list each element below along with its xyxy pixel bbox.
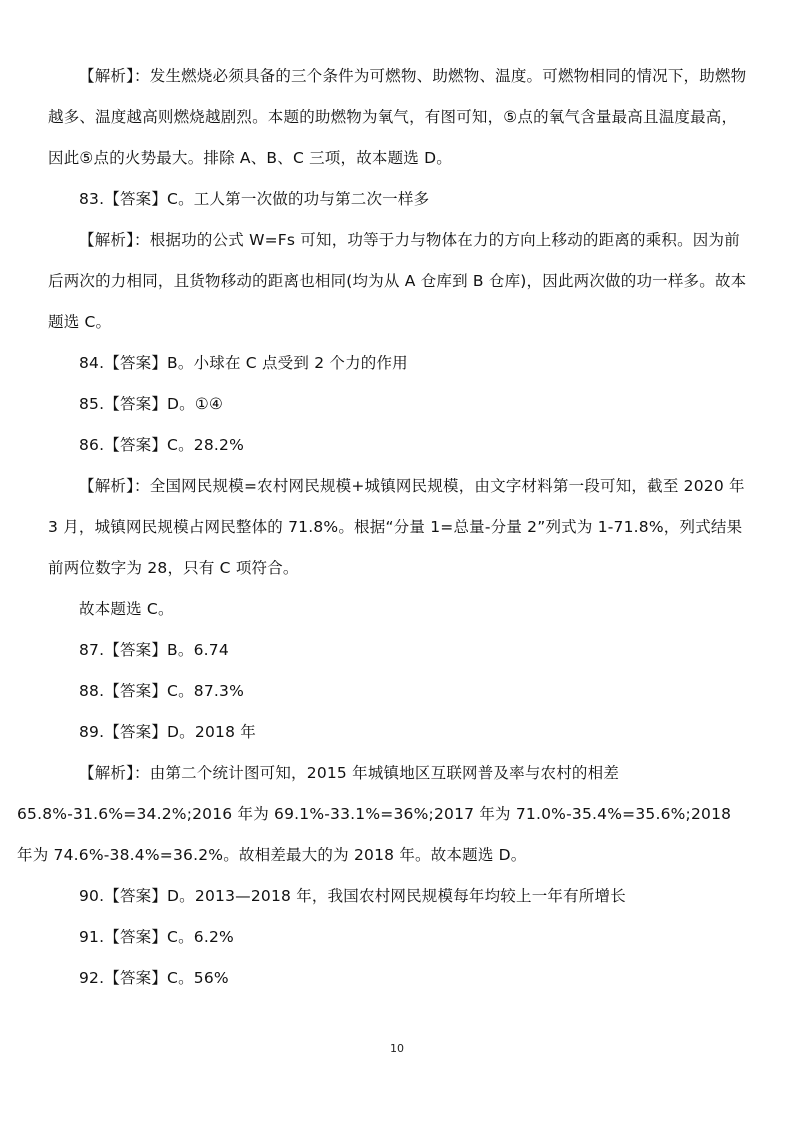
page-number: 10 bbox=[390, 1042, 404, 1055]
answer-88: 88.【答案】C。87.3% bbox=[79, 682, 245, 700]
answer-85: 85.【答案】D。①④ bbox=[79, 395, 224, 413]
answer-90: 90.【答案】D。2013—2018 年，我国农村网民规模每年均较上一年有所增长 bbox=[79, 887, 626, 905]
answer-89: 89.【答案】D。2018 年 bbox=[79, 723, 256, 741]
analysis-paragraph-82: 【解析】：发生燃烧必须具备的三个条件为可燃物、助燃物、温度。可燃物相同的情况下，助燃物越多、温度越高则燃烧越剧烈。本题的助燃物为氧气，有图可知，⑤点的氧气含量最高且温度最高，因此⑤点的火势最大。排除 A、B、C 三项，故本题选 D。 bbox=[48, 67, 747, 167]
answer-87: 87.【答案】B。6.74 bbox=[79, 641, 229, 659]
analysis-89-rest: 65.8%-31.6%=34.2%;2016 年为 69.1%-33.1%=36%;2017 年为 71.0%-35.4%=35.6%;2018 年为 74.6%-38.4%=36.2%。故相差最大的为 2018 年。故本题选 D。 bbox=[17, 805, 732, 864]
analysis-paragraph-86: 【解析】：全国网民规模=农村网民规模+城镇网民规模，由文字材料第一段可知，截至 2020 年 3 月，城镇网民规模占网民整体的 71.8%。根据“分量 1=总量-分量 2”列式为 1-71.8%，列式结果前两位数字为 28，只有 C 项符合。 bbox=[48, 477, 745, 577]
answer-91: 91.【答案】C。6.2% bbox=[79, 928, 234, 946]
analysis-89-line1: 【解析】：由第二个统计图可知，2015 年城镇地区互联网普及率与农村的相差 bbox=[79, 764, 620, 782]
page-content bbox=[17, 56, 748, 999]
analysis-paragraph-89 bbox=[17, 753, 748, 876]
conclusion-86: 故本题选 C。 bbox=[79, 600, 174, 618]
answer-83: 83.【答案】C。工人第一次做的功与第二次一样多 bbox=[79, 190, 430, 208]
analysis-paragraph-83: 【解析】：根据功的公式 W=Fs 可知，功等于力与物体在力的方向上移动的距离的乘积。因为前后两次的力相同，且货物移动的距离也相同(均为从 A 仓库到 B 仓库)，因此两次做的功一样多。故本题选 C。 bbox=[48, 231, 747, 331]
answer-92: 92.【答案】C。56% bbox=[79, 969, 229, 987]
answer-84: 84.【答案】B。小球在 C 点受到 2 个力的作用 bbox=[79, 354, 408, 372]
answer-86: 86.【答案】C。28.2% bbox=[79, 436, 245, 454]
